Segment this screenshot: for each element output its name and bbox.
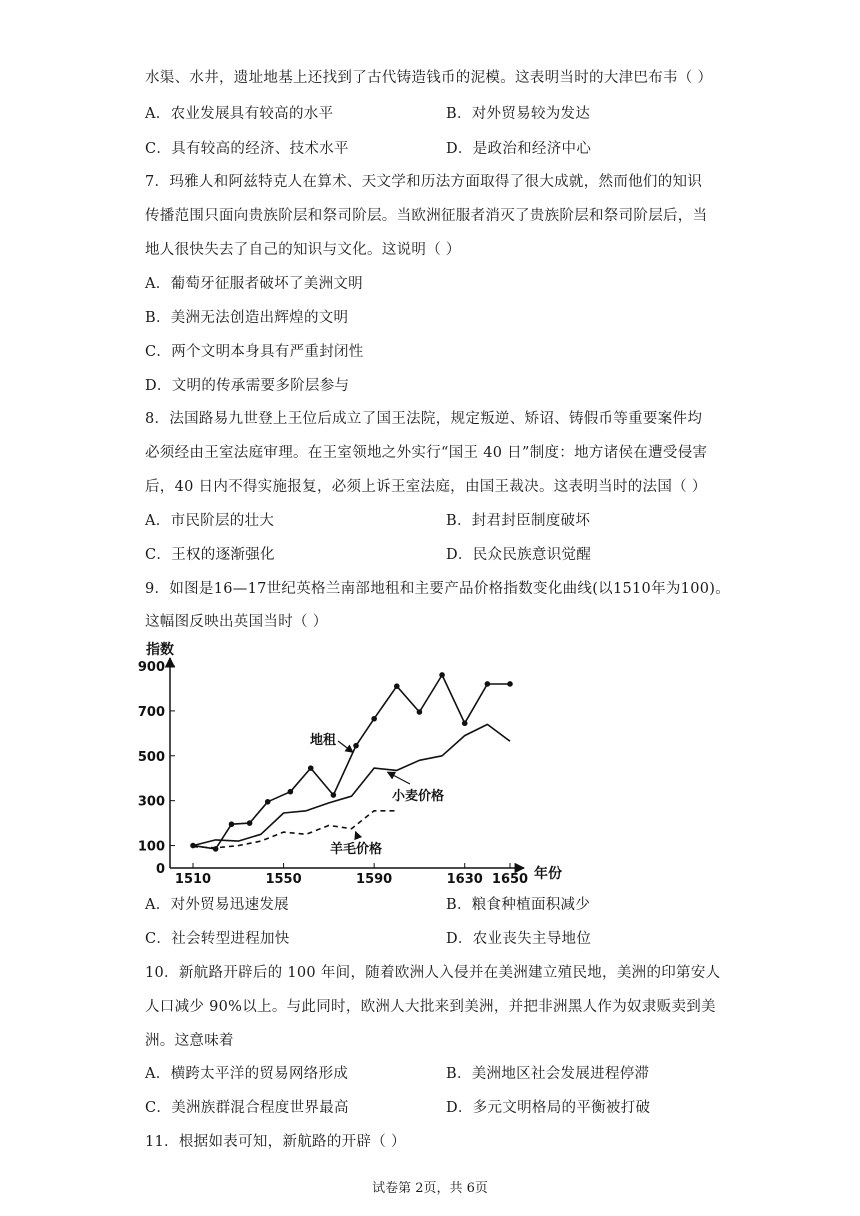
- data-point: [353, 743, 359, 749]
- price-index-chart: [137, 638, 562, 890]
- x-tick-label: 1550: [265, 872, 302, 887]
- data-point: [288, 789, 294, 795]
- data-point: [507, 681, 513, 687]
- series-label: 地租: [310, 733, 337, 748]
- series-label: 小麦价格: [392, 789, 445, 804]
- q7-stem-1: 7．玛雅人和阿兹特克人在算术、天文学和历法方面取得了很大成就，然而他们的知识: [145, 174, 703, 190]
- q9-option-a: A．对外贸易迅速发展: [145, 897, 289, 913]
- data-point: [229, 821, 235, 827]
- q9-option-c: C．社会转型进程加快: [145, 931, 290, 947]
- y-axis-label: 指数: [146, 642, 174, 658]
- series-label-arrow: [387, 772, 410, 784]
- q11-stem-1: 11．根据如表可知，新航路的开辟（ ）: [145, 1134, 406, 1150]
- q8-option-a: A．市民阶层的壮大: [145, 513, 275, 529]
- q9-stem-1: 9．如图是16—17世纪英格兰南部地租和主要产品价格指数变化曲线(以1510年为100)。: [145, 581, 731, 597]
- q6-option-a: A．农业发展具有较高的水平: [145, 106, 334, 122]
- q10-option-a: A．横跨太平洋的贸易网络形成: [145, 1066, 349, 1082]
- q10-option-b: B．美洲地区社会发展进程停滞: [446, 1066, 650, 1082]
- q9-option-b: B．粮食种植面积减少: [446, 897, 591, 913]
- series-line: [193, 675, 510, 849]
- series-label: 羊毛价格: [330, 842, 383, 857]
- y-tick-label: 300: [137, 794, 165, 810]
- q7-stem-2: 传播范围只面向贵族阶层和祭司阶层。当欧洲征服者消灭了贵族阶层和祭司阶层后，当: [145, 208, 708, 224]
- q10-stem-1: 10．新航路开辟后的 100 年间，随着欧洲人入侵并在美洲建立殖民地，美洲的印第安人: [145, 965, 721, 981]
- q6-stem-tail: 水渠、水井，遗址地基上还找到了古代铸造钱币的泥模。这表明当时的大津巴布韦（ ）: [145, 70, 713, 86]
- data-point: [265, 799, 271, 805]
- series-label-arrow: [338, 741, 353, 752]
- x-tick-label: 1630: [446, 872, 483, 887]
- y-tick-label: 100: [137, 839, 165, 855]
- data-point: [331, 792, 337, 798]
- data-point: [371, 716, 377, 722]
- x-axis-label: 年份: [534, 866, 562, 882]
- data-point: [439, 672, 445, 678]
- data-point: [485, 681, 491, 687]
- y-tick-label: 0: [155, 862, 165, 877]
- y-tick-label: 900: [137, 660, 165, 675]
- q8-option-b: B．封君封臣制度破坏: [446, 513, 591, 529]
- q6-option-d: D．是政治和经济中心: [446, 141, 592, 157]
- q7-stem-3: 地人很快失去了自己的知识与文化。这说明（ ）: [145, 242, 461, 258]
- data-point: [247, 820, 253, 826]
- q9-stem-2: 这幅图反映出英国当时（ ）: [145, 614, 328, 630]
- q8-option-d: D．民众民族意识觉醒: [446, 547, 592, 563]
- y-tick-label: 500: [137, 749, 165, 765]
- q7-option-d: D．文明的传承需要多阶层参与: [145, 378, 350, 394]
- q10-option-d: D．多元文明格局的平衡被打破: [446, 1100, 651, 1116]
- data-point: [394, 683, 400, 689]
- q8-stem-1: 8．法国路易九世登上王位后成立了国王法院，规定叛逆、矫诏、铸假币等重要案件均: [145, 411, 703, 427]
- q9-option-d: D．农业丧失主导地位: [446, 931, 592, 947]
- data-point: [417, 709, 423, 715]
- q7-option-a: A．葡萄牙征服者破坏了美洲文明: [145, 276, 363, 292]
- x-tick-label: 1650: [491, 872, 529, 887]
- q10-stem-3: 洲。这意味着: [145, 1033, 234, 1049]
- series-line: [193, 724, 510, 845]
- q10-option-c: C．美洲族群混合程度世界最高: [145, 1100, 349, 1116]
- x-tick-label: 1510: [174, 872, 212, 887]
- q8-stem-2: 必须经由王室法庭审理。在王室领地之外实行“国王 40 日”制度：地方诸侯在遭受侵害: [145, 445, 708, 461]
- data-point: [308, 765, 314, 771]
- series-label-arrow: [356, 832, 359, 838]
- page-footer: 试卷第 2页，共 6页: [372, 1181, 488, 1196]
- data-point: [462, 720, 468, 726]
- q8-option-c: C．王权的逐渐强化: [145, 547, 275, 563]
- y-tick-label: 700: [137, 704, 165, 720]
- q6-option-c: C．具有较高的经济、技术水平: [145, 141, 349, 157]
- x-tick-label: 1590: [356, 872, 393, 887]
- q10-stem-2: 人口减少 90%以上。与此同时，欧洲人大批来到美洲，并把非洲黑人作为奴隶贩卖到美: [145, 999, 716, 1015]
- q6-option-b: B．对外贸易较为发达: [446, 106, 591, 122]
- q8-stem-3: 后，40 日内不得实施报复，必须上诉王室法庭，由国王裁决。这表明当时的法国（ ）: [145, 479, 707, 495]
- q7-option-b: B．美洲无法创造出辉煌的文明: [145, 310, 349, 326]
- q7-option-c: C．两个文明本身具有严重封闭性: [145, 344, 364, 360]
